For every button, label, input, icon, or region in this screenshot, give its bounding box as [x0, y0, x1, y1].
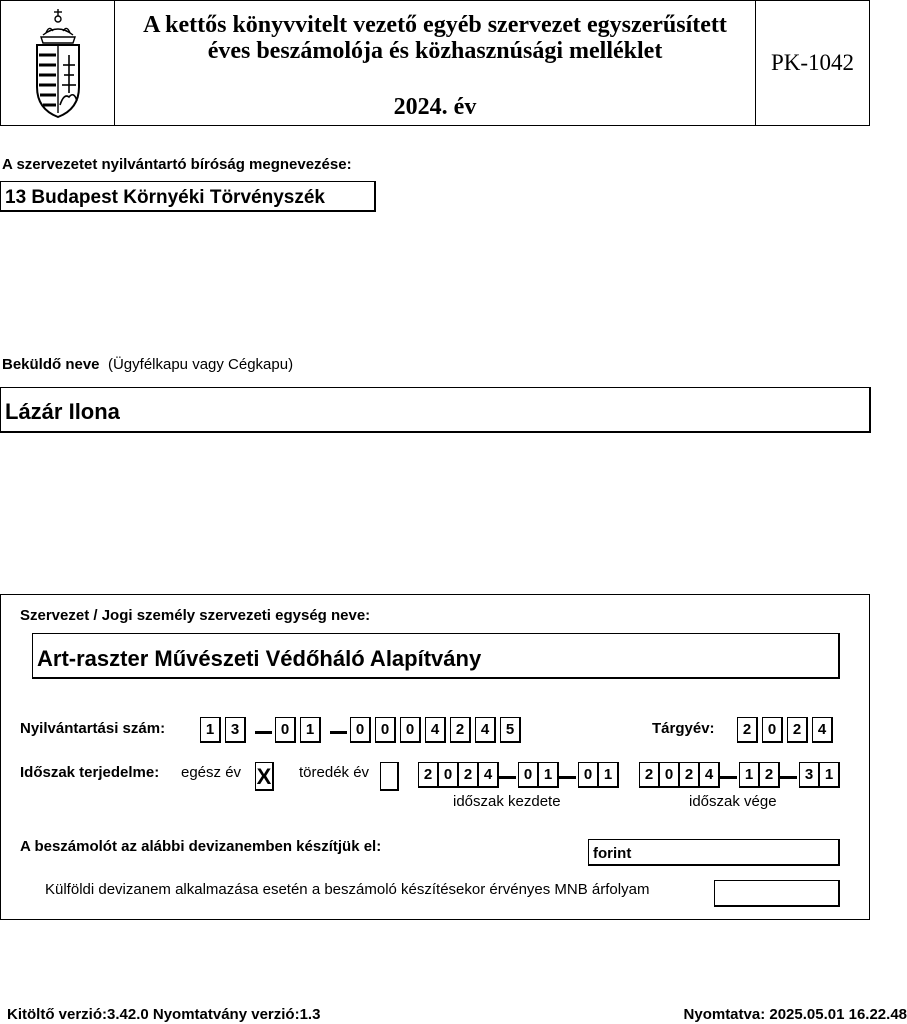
separator-dash [255, 731, 272, 734]
partial-year-label: töredék év [299, 764, 370, 781]
foreign-rate-field[interactable] [714, 880, 840, 907]
form-header [0, 0, 870, 126]
digit-box[interactable]: 1 [300, 717, 321, 743]
title-line-2: éves beszámolója és közhasznúsági melléklet [207, 38, 663, 64]
digit-box[interactable]: 0 [659, 762, 680, 788]
title-line-1: A kettős könyvvitelt vezető egyéb szervezet egyszerűsített [143, 12, 727, 38]
logo-cell [1, 1, 115, 125]
digit-box[interactable]: 2 [450, 717, 471, 743]
digit-box[interactable]: 3 [225, 717, 246, 743]
separator-dash [499, 776, 516, 779]
digit-box[interactable]: 4 [812, 717, 833, 743]
digit-box[interactable]: 0 [400, 717, 421, 743]
foreign-rate-label: Külföldi devizanem alkalmazása esetén a beszámoló készítésekor érvényes MNB árfolyam [45, 881, 650, 898]
digit-box[interactable]: 4 [425, 717, 446, 743]
print-timestamp: Nyomtatva: 2025.05.01 16.22.48 [683, 1006, 907, 1023]
digit-box[interactable]: 0 [350, 717, 371, 743]
digit-box[interactable]: 0 [578, 762, 599, 788]
digit-box[interactable]: 4 [475, 717, 496, 743]
registration-label: Nyilvántartási szám: [20, 720, 166, 737]
digit-box[interactable]: 2 [679, 762, 700, 788]
hungarian-coat-of-arms-icon [29, 5, 87, 121]
whole-year-label: egész év [181, 764, 242, 781]
sender-hint: (Ügyfélkapu vagy Cégkapu) [107, 356, 294, 373]
digit-box[interactable]: 2 [458, 762, 479, 788]
digit-box[interactable]: 1 [200, 717, 221, 743]
digit-box[interactable]: 2 [418, 762, 439, 788]
sender-label-row [2, 356, 293, 374]
partial-year-checkbox[interactable] [380, 762, 399, 791]
digit-box[interactable]: 4 [478, 762, 499, 788]
digit-box[interactable]: 1 [538, 762, 559, 788]
separator-dash [559, 776, 576, 779]
digit-box[interactable]: 2 [737, 717, 758, 743]
org-name-label: Szervezet / Jogi személy szervezeti egység neve: [20, 607, 371, 624]
org-name-field[interactable]: Art-raszter Művészeti Védőháló Alapítvány [32, 633, 840, 679]
currency-field[interactable]: forint [588, 839, 840, 866]
digit-box[interactable]: 3 [799, 762, 820, 788]
period-start-label: időszak kezdete [453, 793, 561, 810]
period-end-label: időszak vége [689, 793, 777, 810]
digit-box[interactable]: 0 [518, 762, 539, 788]
digit-box[interactable]: 2 [759, 762, 780, 788]
separator-dash [780, 776, 797, 779]
digit-box[interactable]: 0 [762, 717, 783, 743]
court-label: A szervezetet nyilvántartó bíróság megnevezése: [2, 156, 352, 173]
digit-box[interactable]: 1 [819, 762, 840, 788]
sender-label: Beküldő neve [2, 356, 100, 373]
separator-dash [720, 776, 737, 779]
digit-box[interactable]: 0 [438, 762, 459, 788]
whole-year-checkbox[interactable]: X [255, 762, 274, 791]
digit-box[interactable]: 2 [787, 717, 808, 743]
digit-box[interactable]: 1 [598, 762, 619, 788]
version-info: Kitöltő verzió:3.42.0 Nyomtatvány verzió:1.3 [7, 1006, 321, 1023]
form-code: PK-1042 [770, 50, 855, 75]
court-field[interactable]: 13 Budapest Környéki Törvényszék [0, 181, 376, 212]
digit-box[interactable]: 1 [739, 762, 760, 788]
currency-label: A beszámolót az alábbi devizanemben készítjük el: [20, 838, 382, 855]
report-year: 2024. év [393, 94, 477, 120]
digit-box[interactable]: 2 [639, 762, 660, 788]
period-label: Időszak terjedelme: [20, 764, 160, 781]
digit-box[interactable]: 5 [500, 717, 521, 743]
sender-name-field[interactable]: Lázár Ilona [0, 387, 871, 433]
form-title [115, 1, 756, 125]
organization-section [0, 594, 870, 920]
separator-dash [330, 731, 347, 734]
digit-box[interactable]: 0 [375, 717, 396, 743]
digit-box[interactable]: 4 [699, 762, 720, 788]
subject-year-label: Tárgyév: [652, 720, 715, 737]
digit-box[interactable]: 0 [275, 717, 296, 743]
